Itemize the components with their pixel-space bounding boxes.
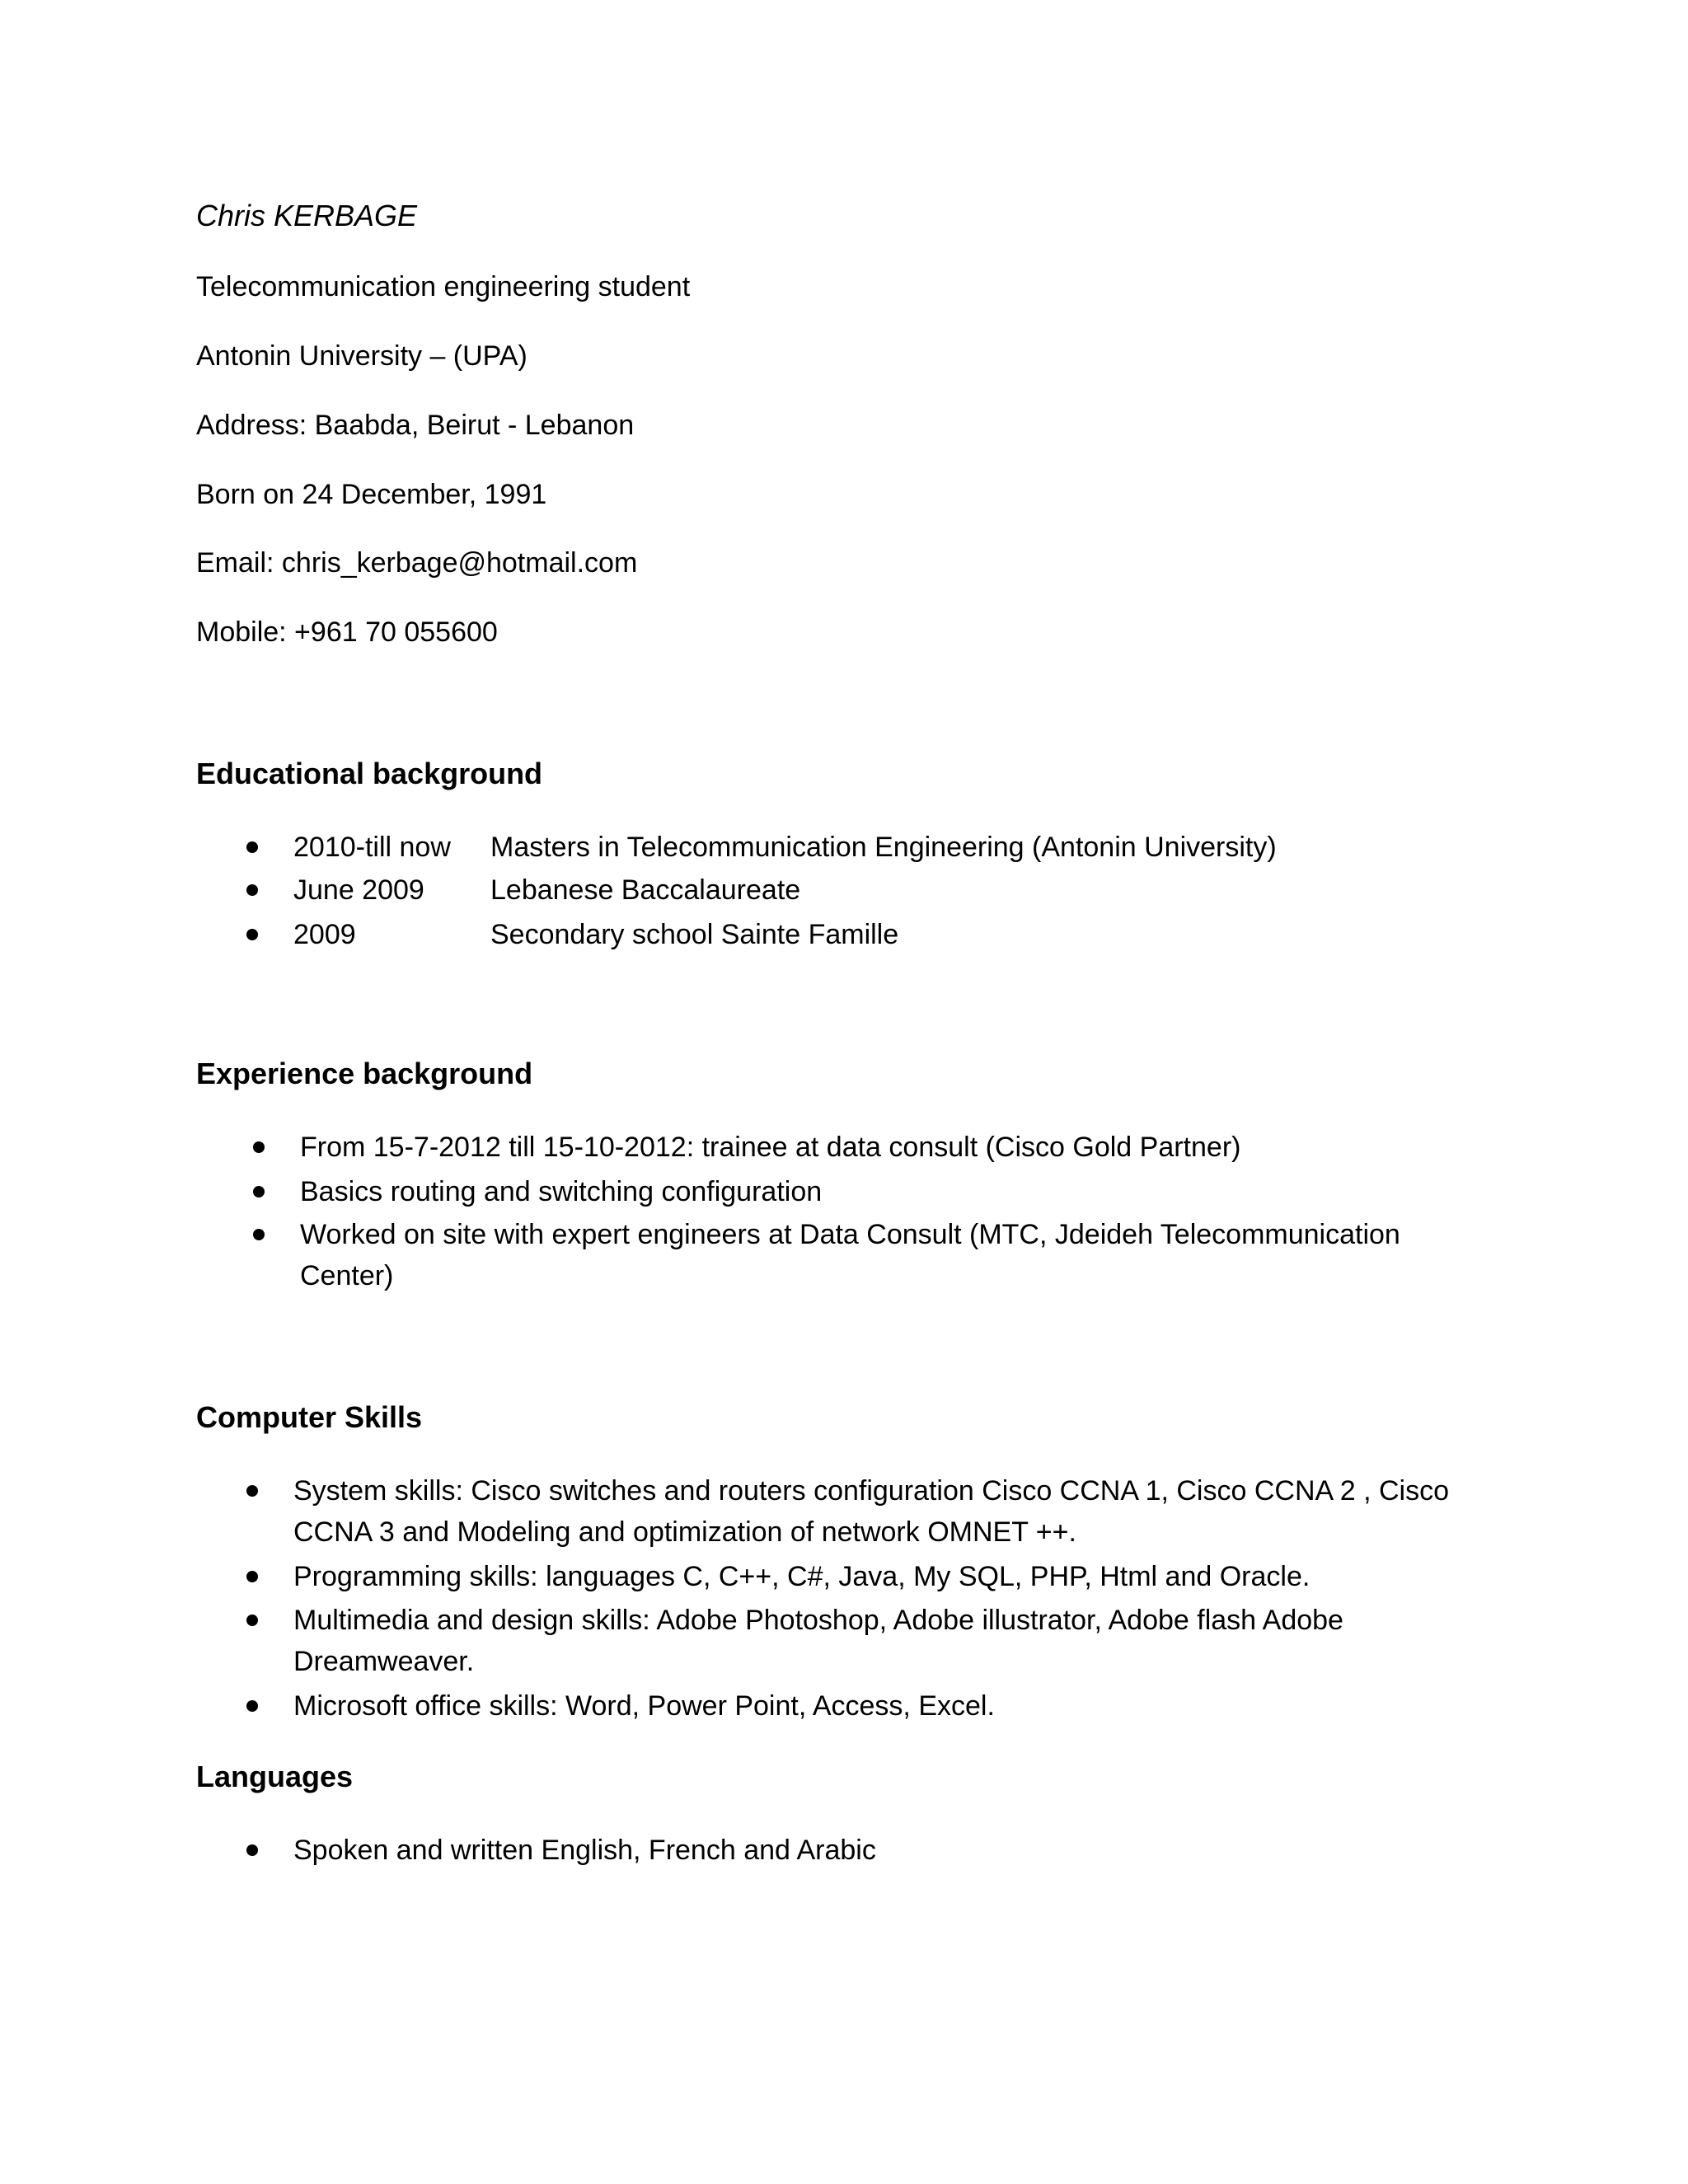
experience-item: From 15-7-2012 till 15-10-2012: trainee at data consult (Cisco Gold Partner) [300, 1132, 1241, 1163]
bullet-icon [253, 1229, 265, 1240]
candidate-mobile: Mobile: +961 70 055600 [196, 616, 498, 648]
languages-heading: Languages [196, 1760, 354, 1793]
bullet-icon [246, 1571, 258, 1582]
bullet-icon [246, 884, 258, 896]
experience-item: Basics routing and switching configuration [300, 1176, 823, 1207]
education-detail: Masters in Telecommunication Engineering (Antonin University) [490, 832, 1277, 863]
candidate-birthdate: Born on 24 December, 1991 [196, 479, 547, 510]
education-period: 2010-till now [293, 832, 451, 863]
language-item: Spoken and written English, French and Arabic [293, 1835, 876, 1866]
bullet-icon [253, 1186, 265, 1197]
candidate-title: Telecommunication engineering student [196, 271, 691, 302]
education-heading: Educational background [196, 757, 543, 790]
experience-item: Worked on site with expert engineers at Data Consult (MTC, Jdeideh Telecommunication Center) [300, 1219, 1400, 1291]
skill-item: Programming skills: languages C, C++, C#, Java, My SQL, PHP, Html and Oracle. [293, 1561, 1311, 1592]
candidate-address: Address: Baabda, Beirut - Lebanon [196, 410, 635, 441]
candidate-name: Chris KERBAGE [196, 199, 418, 232]
skill-item: Multimedia and design skills: Adobe Photoshop, Adobe illustrator, Adobe flash Adobe Dreamweaver. [293, 1605, 1343, 1677]
bullet-icon [246, 1615, 258, 1626]
skills-heading: Computer Skills [196, 1400, 423, 1434]
education-detail: Lebanese Baccalaureate [490, 874, 801, 906]
education-detail: Secondary school Sainte Famille [490, 919, 899, 950]
candidate-university: Antonin University – (UPA) [196, 340, 528, 372]
education-period: 2009 [293, 919, 356, 950]
bullet-icon [246, 1700, 258, 1712]
skill-item: Microsoft office skills: Word, Power Point, Access, Excel. [293, 1690, 995, 1722]
bullet-icon [246, 841, 258, 853]
bullet-icon [253, 1141, 265, 1153]
candidate-email: Email: chris_kerbage@hotmail.com [196, 547, 638, 579]
bullet-icon [246, 929, 258, 940]
education-period: June 2009 [293, 874, 424, 906]
experience-heading: Experience background [196, 1057, 533, 1090]
bullet-icon [246, 1844, 258, 1856]
bullet-icon [246, 1485, 258, 1497]
skill-item: System skills: Cisco switches and routers configuration Cisco CCNA 1, Cisco CCNA 2 , Cisco CCNA 3 and Modeling and optimization of network OMNET ++. [293, 1475, 1450, 1548]
